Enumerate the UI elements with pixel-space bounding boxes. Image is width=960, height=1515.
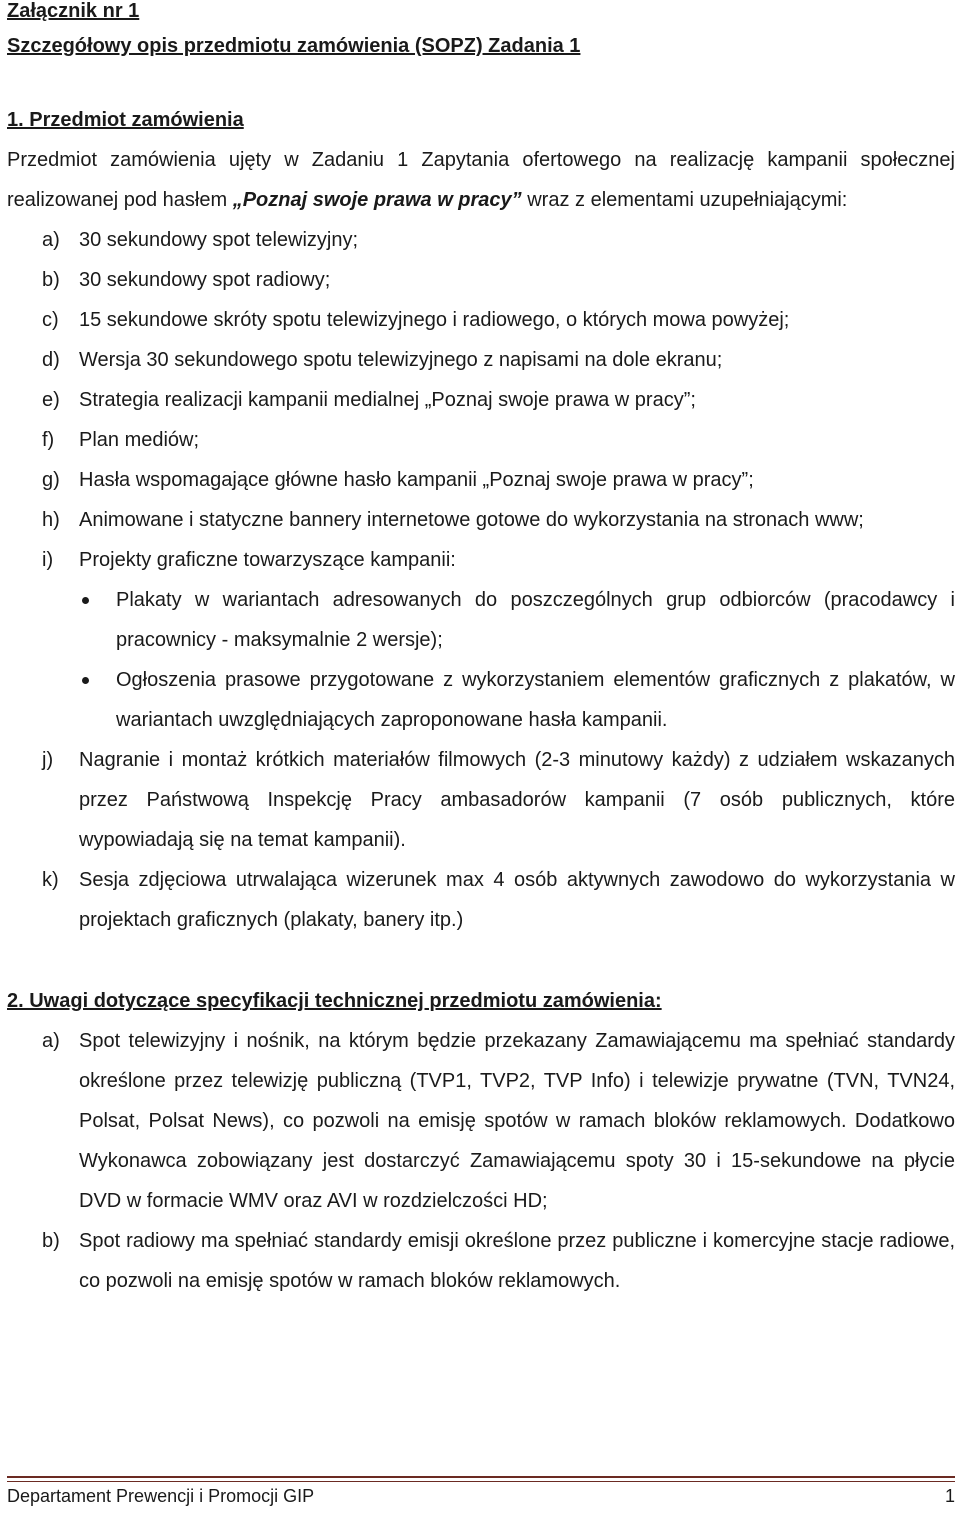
intro-text-before: Przedmiot zamówienia ujęty w Zadaniu 1 Zapytania ofertowego na realizację kampanii społecznej realizowanej pod hasłem xyxy=(7,149,955,211)
list-item xyxy=(7,540,955,580)
list-item-text: Nagranie i montaż krótkich materiałów filmowych (2-3 minutowy każdy) z udziałem wskazanych przez Państwową Inspekcję Pracy ambasadorów kampanii (7 osób publicznych, które wypowiadają się na temat kampanii). xyxy=(79,749,955,851)
list-marker: f) xyxy=(42,429,55,451)
campaign-slogan: „Poznaj swoje prawa w pracy” xyxy=(232,189,522,211)
list-item-text: Spot telewizyjny i nośnik, na którym będzie przekazany Zamawiającemu ma spełniać standardy określone przez telewizję publiczną (TVP1, TVP2, TVP Info) i telewizje prywatne (TVN, TVN24, Polsat, Polsat News), co pozwoli na emisję spotów w ramach bloków reklamowych. Dodatkowo Wykonawca zobowiązany jest dostarczyć Zamawiającemu spoty 30 i 15-sekundowe na płycie DVD w formacie WMV oraz AVI w rozdzielczości HD; xyxy=(79,1030,955,1212)
document-page xyxy=(7,0,955,1301)
intro-text-after: wraz z elementami uzupełniającymi: xyxy=(521,189,848,211)
list-item-text: Projekty graficzne towarzyszące kampanii: xyxy=(79,549,456,571)
list-marker: h) xyxy=(42,509,60,531)
list-marker: e) xyxy=(42,389,60,411)
list-item-text: Strategia realizacji kampanii medialnej „Poznaj swoje prawa w pracy”; xyxy=(79,389,696,411)
list-item-text: 15 sekundowe skróty spotu telewizyjnego i radiowego, o których mowa powyżej; xyxy=(79,309,790,331)
list-item-text: Wersja 30 sekundowego spotu telewizyjnego z napisami na dole ekranu; xyxy=(79,349,723,371)
list-item xyxy=(7,1021,955,1221)
page-footer xyxy=(7,1476,955,1512)
annex-heading: Załącznik nr 1 xyxy=(7,0,140,22)
bullet-item xyxy=(7,660,955,740)
footer-divider xyxy=(7,1481,955,1482)
list-item xyxy=(7,860,955,940)
list-item-text: Sesja zdjęciowa utrwalająca wizerunek max 4 osób aktywnych zawodowo do wykorzystania w projektach graficznych (plakaty, banery itp.) xyxy=(79,869,955,931)
list-item-text: Plan mediów; xyxy=(79,429,200,451)
list-item xyxy=(7,300,955,340)
footer-department: Departament Prewencji i Promocji GIP xyxy=(7,1486,315,1506)
footer-page-number: 1 xyxy=(944,1486,955,1506)
bullet-item-text: Ogłoszenia prasowe przygotowane z wykorzystaniem elementów graficznych z plakatów, w wariantach uwzględniających zaproponowane hasła kampanii. xyxy=(116,669,955,731)
list-marker: b) xyxy=(42,269,60,291)
list-marker: i) xyxy=(42,549,54,571)
list-item xyxy=(7,420,955,460)
list-item-text: Animowane i statyczne bannery internetowe gotowe do wykorzystania na stronach www; xyxy=(79,509,864,531)
bullet-item-text: Plakaty w wariantach adresowanych do poszczególnych grup odbiorców (pracodawcy i pracownicy - maksymalnie 2 wersje); xyxy=(116,589,955,651)
list-item xyxy=(7,340,955,380)
section-1-intro xyxy=(7,140,955,220)
list-item xyxy=(7,220,955,260)
list-marker: b) xyxy=(42,1230,60,1252)
list-item-text: Hasła wspomagające główne hasło kampanii „Poznaj swoje prawa w pracy”; xyxy=(79,469,754,491)
list-item-text: 30 sekundowy spot radiowy; xyxy=(79,269,331,291)
list-marker: d) xyxy=(42,349,60,371)
list-marker: a) xyxy=(42,1030,60,1052)
list-item xyxy=(7,1221,955,1301)
list-item-text: 30 sekundowy spot telewizyjny; xyxy=(79,229,359,251)
section-1-list xyxy=(7,220,955,940)
list-item xyxy=(7,500,955,540)
section-2-title: 2. Uwagi dotyczące specyfikacji technicznej przedmiotu zamówienia: xyxy=(7,990,662,1012)
list-item xyxy=(7,740,955,860)
list-item xyxy=(7,260,955,300)
section-2-list xyxy=(7,1021,955,1301)
list-marker: j) xyxy=(42,749,54,771)
list-item-text: Spot radiowy ma spełniać standardy emisji określone przez publiczne i komercyjne stacje radiowe, co pozwoli na emisję spotów w ramach bloków reklamowych. xyxy=(79,1230,955,1292)
list-marker: k) xyxy=(42,869,59,891)
list-item xyxy=(7,380,955,420)
document-subtitle: Szczegółowy opis przedmiotu zamówienia (SOPZ) Zadania 1 xyxy=(7,35,581,57)
bullet-dot-icon xyxy=(82,677,89,684)
bullet-item xyxy=(7,580,955,660)
list-marker: c) xyxy=(42,309,59,331)
list-marker: g) xyxy=(42,469,60,491)
list-item xyxy=(7,460,955,500)
section-1-title: 1. Przedmiot zamówienia xyxy=(7,109,244,131)
list-marker: a) xyxy=(42,229,60,251)
bullet-dot-icon xyxy=(82,597,89,604)
